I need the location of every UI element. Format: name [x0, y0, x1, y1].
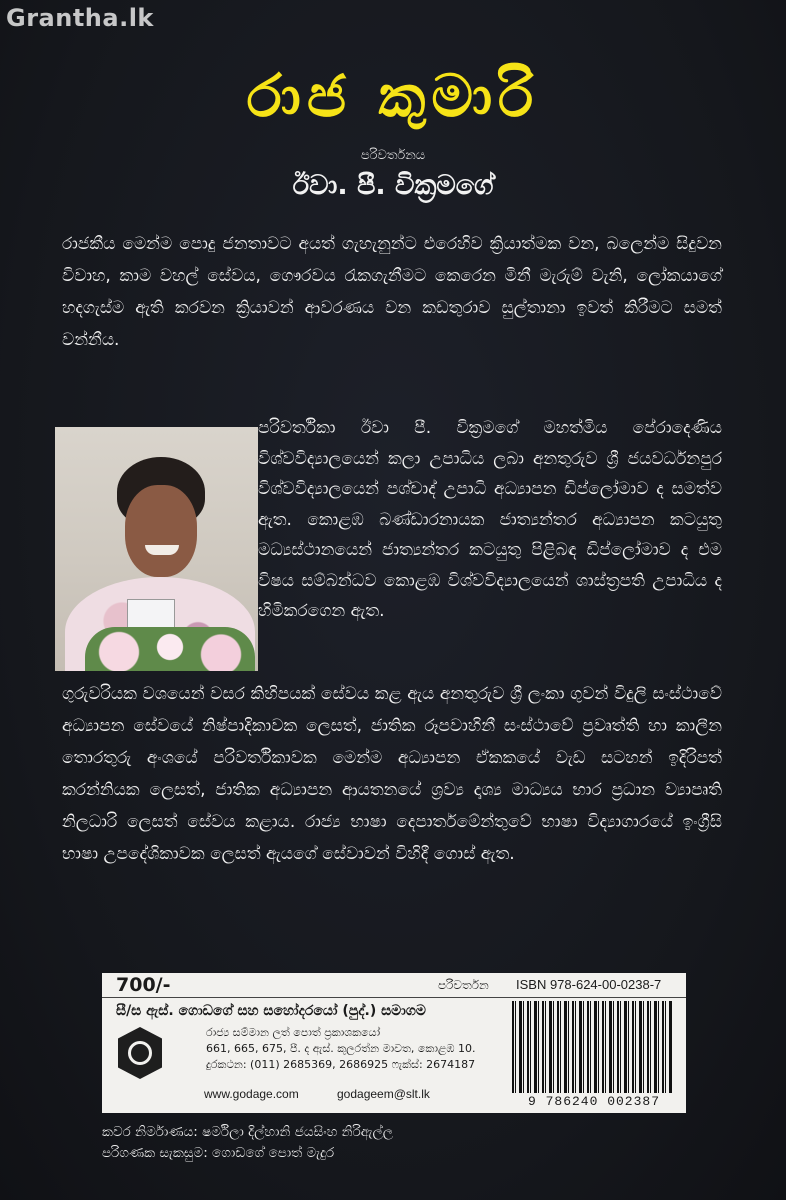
synopsis-paragraph: රාජකීය මෙන්ම පොදු ජනතාවට අයත් ගැහැනුන්ට එරෙහිව ක්‍රියාත්මක වන, බලෙන්ම සිදුවන විවාහ, කාම වහල් සේවය, ගෞරවය රැකගැනීමට කෙරෙන මිනී මැරුම් වැනි, ලෝකයාගේ හදගැස්ම ඇති කරවන ක්‍රියාවන් ආවරණය වන කඩතුරාව සුල්තානා ඉවත් කිරීමට සමත් වන්නීය.	[62, 234, 722, 350]
translation-label: පරිවර්තනය	[360, 148, 426, 163]
publisher-phone: දුරකථන: (011) 2685369, 2686925 ෆැක්ස්: 2674187	[206, 1058, 476, 1071]
publisher-email: godageem@slt.lk	[337, 1087, 430, 1101]
publisher-name: සී/ස ඇස්. ගොඩගේ සහ සහෝදරයෝ (පුද්.) සමාගම	[116, 1003, 426, 1019]
book-title: රාජ කුමාරි	[246, 62, 540, 130]
barcode-number: 9 786240 002387	[527, 1094, 661, 1109]
publisher-info-box	[102, 973, 686, 1113]
price: 700/-	[116, 974, 171, 996]
isbn-barcode	[512, 1001, 672, 1093]
author-name: ඊවා. පී. වික්‍රමගේ	[292, 170, 494, 201]
publisher-website: www.godage.com	[204, 1087, 299, 1101]
author-career-paragraph: ගුරුවරියක වශයෙන් වසර කිහිපයක් සේවය කළ ඇය අනතුරුව ශ්‍රී ලංකා ගුවන් විදුලි සංස්ථාවේ අධ්‍යාපන සේවයේ නිෂ්පාදිකාවක ලෙසත්, ජාතික රූපවාහිනී සංස්ථාවේ ප්‍රවෘත්ති හා කාලීන තොරතුරු අංශයේ පරිවර්තිකාවක මෙන්ම අධ්‍යාපන ඒකකයේ වැඩ සටහන් ඉදිරිපත් කරන්නියක ලෙසත්, ජාතික අධ්‍යාපන ආයතනයේ ශ්‍රව්‍ය දෘශ්‍ය මාධ්‍යය භාර ප්‍රධාන ව්‍යාපෘති නිලධාරි ලෙසත් සේවය කළාය. රාජ්‍ය භාෂා දෙපාර්තමේන්තුවේ භාෂා විද්‍යාගාරයේ ඉංග්‍රීසි භාෂා උපදේශිකාවක ලෙසත් ඇයගේ සේවාවන් විහිදී ගොස් ඇත.	[62, 684, 722, 864]
isbn: ISBN 978-624-00-0238-7	[516, 977, 662, 992]
publisher-address: 661, 665, 675, පී. ද ඇස්. කුලරත්න මාවත, කොළඹ 10.	[206, 1042, 476, 1055]
author-bio-paragraph: පරිවර්තිකා ඊවා පී. වික්‍රමගේ මහත්මිය පේරාදෙණිය විශ්වවිද්‍යාලයෙන් කලා උපාධිය ලබා අනතුරුව ශ්‍රී ජයවර්ධනපුර විශ්වවිද්‍යාලයෙන් පශ්චාද් උපාධි අධ්‍යාපන ඩිප්ලෝමාව ද සමත්ව ඇත. කොළඹ බණ්ඩාරනායක ජාත්‍යන්තර අධ්‍යාපන කටයුතු මධ්‍යස්ථානයෙන් ජාත්‍යන්තර කටයුතු පිළිබඳ ඩිප්ලෝමාව ද එම විෂය සම්බන්ධව කොළඹ විශ්වවිද්‍යාලයෙන් ශාස්ත්‍රපති උපාධිය ද හිමිකරගෙන ඇත.	[258, 418, 722, 621]
watermark: Grantha.lk	[6, 4, 154, 32]
genre-label: පරිවර්තන	[438, 978, 489, 992]
publisher-logo-icon	[118, 1027, 162, 1079]
credits	[102, 1122, 393, 1164]
publisher-tagline: රාජ්‍ය සම්මාන ලත් පොත් ප්‍රකාශකයෝ	[206, 1026, 381, 1039]
cover-design-credit: කවර නිර්මාණය: ෂර්මිලා දිල්හානි ජයසිංහ නිරිඇල්ල	[102, 1124, 394, 1140]
author-photo	[55, 427, 258, 671]
typesetting-credit: පරිගණක සැකසුම: ගොඩගේ පොත් මැදුර	[102, 1145, 335, 1161]
price-isbn-row	[102, 973, 686, 998]
